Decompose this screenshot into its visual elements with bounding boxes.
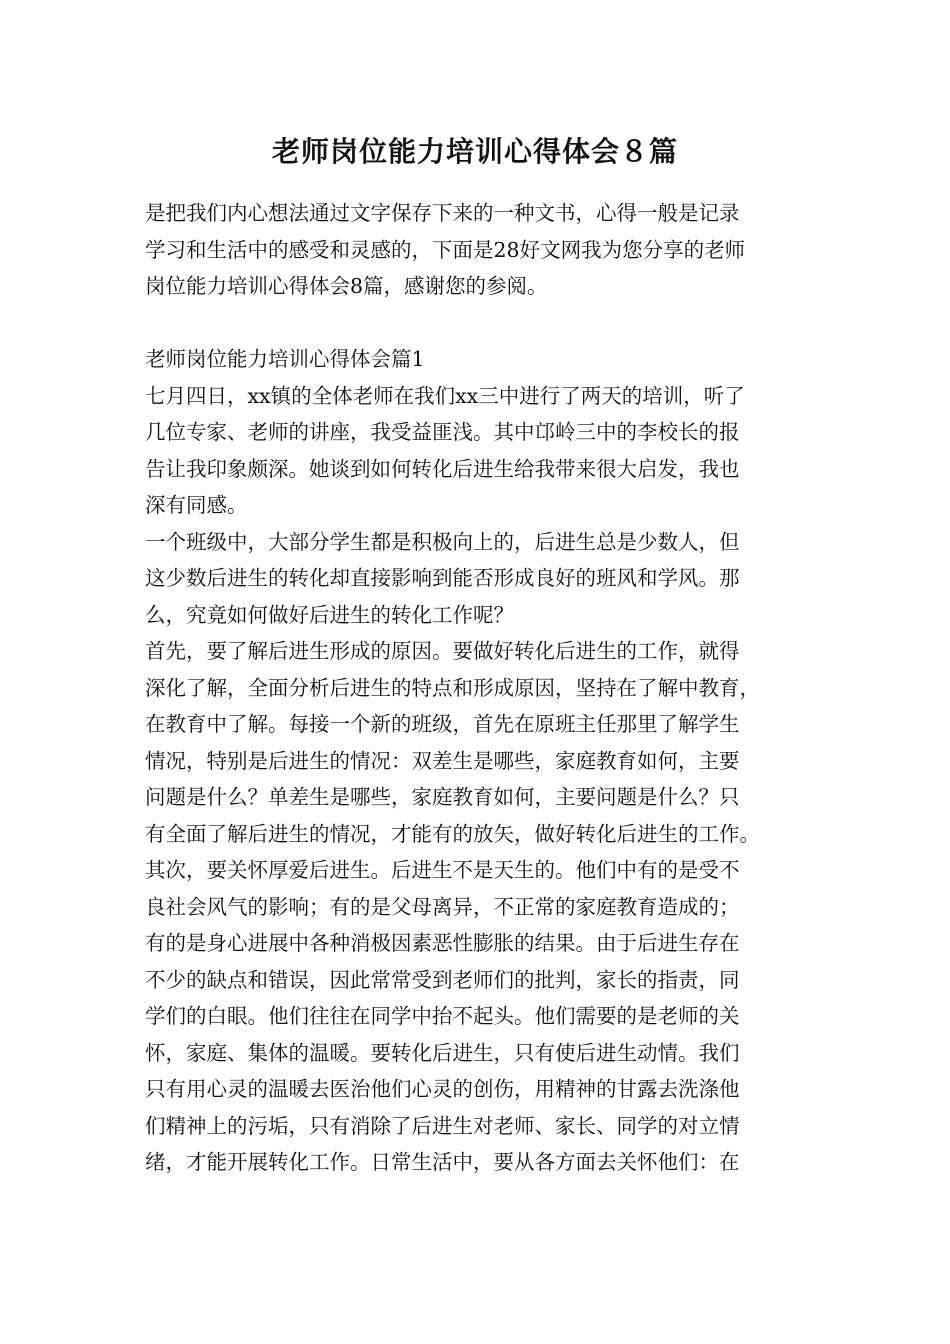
paragraph-line: 只有用心灵的温暖去医治他们心灵的创伤，用精神的甘露去洗涤他 xyxy=(145,1077,740,1101)
paragraph-line: 在教育中了解。每接一个新的班级，首先在原班主任那里了解学生 xyxy=(145,712,740,736)
paragraph-line: 首先，要了解后进生形成的原因。要做好转化后进生的工作，就得 xyxy=(145,639,740,663)
paragraph-line: 情况，特别是后进生的情况：双差生是哪些，家庭教育如何，主要 xyxy=(145,748,740,773)
paragraph-line: 有全面了解后进生的情况，才能有的放矢，做好转化后进生的工作。 xyxy=(145,821,760,846)
section-heading: 老师岗位能力培训心得体会篇1 xyxy=(145,347,425,371)
paragraph-line: 这少数后进生的转化却直接影响到能否形成良好的班风和学风。那 xyxy=(145,566,740,590)
intro-line: 岗位能力培训心得体会8篇，感谢您的参阅。 xyxy=(145,274,548,298)
paragraph-line: 几位专家、老师的讲座，我受益匪浅。其中邙岭三中的李校长的报 xyxy=(145,420,740,444)
paragraph-line: 其次，要关怀厚爱后进生。后进生不是天生的。他们中有的是受不 xyxy=(145,858,740,882)
paragraph-line: 良社会风气的影响；有的是父母离异，不正常的家庭教育造成的； xyxy=(145,894,740,919)
paragraph-line: 不少的缺点和错误，因此常常受到老师们的批判，家长的指责，同 xyxy=(145,967,740,992)
paragraph-line: 问题是什么？单差生是哪些，家庭教育如何，主要问题是什么？只 xyxy=(145,785,740,809)
document-body xyxy=(145,195,817,1181)
paragraph-line: 怀，家庭、集体的温暖。要转化后进生，只有使后进生动情。我们 xyxy=(145,1040,740,1065)
paragraph-line: 么，究竟如何做好后进生的转化工作呢？ xyxy=(145,602,514,627)
paragraph-line: 学们的白眼。他们往往在同学中抬不起头。他们需要的是老师的关 xyxy=(145,1004,740,1028)
paragraph-line: 们精神上的污垢，只有消除了后进生对老师、家长、同学的对立情 xyxy=(145,1113,740,1138)
paragraph-line: 七月四日，xx镇的全体老师在我们xx三中进行了两天的培训，听了 xyxy=(145,383,745,408)
intro-line: 是把我们内心想法通过文字保存下来的一种文书，心得一般是记录 xyxy=(145,201,740,225)
intro-line: 学习和生活中的感受和灵感的，下面是28好文网我为您分享的老师 xyxy=(145,237,746,262)
paragraph-line: 绪，才能开展转化工作。日常生活中，要从各方面去关怀他们：在 xyxy=(145,1150,740,1174)
paragraph-line: 深有同感。 xyxy=(145,493,248,517)
paragraph-line: 有的是身心进展中各种消极因素恶性膨胀的结果。由于后进生存在 xyxy=(145,931,740,955)
document-title: 老师岗位能力培训心得体会８篇 xyxy=(271,135,678,168)
paragraph-line: 深化了解，全面分析后进生的特点和形成原因，坚持在了解中教育， xyxy=(145,675,760,700)
blank-line xyxy=(145,305,817,342)
paragraph-line: 告让我印象颇深。她谈到如何转化后进生给我带来很大启发，我也 xyxy=(145,456,740,481)
paragraph-line: 一个班级中，大部分学生都是积极向上的，后进生总是少数人，但 xyxy=(145,529,740,554)
